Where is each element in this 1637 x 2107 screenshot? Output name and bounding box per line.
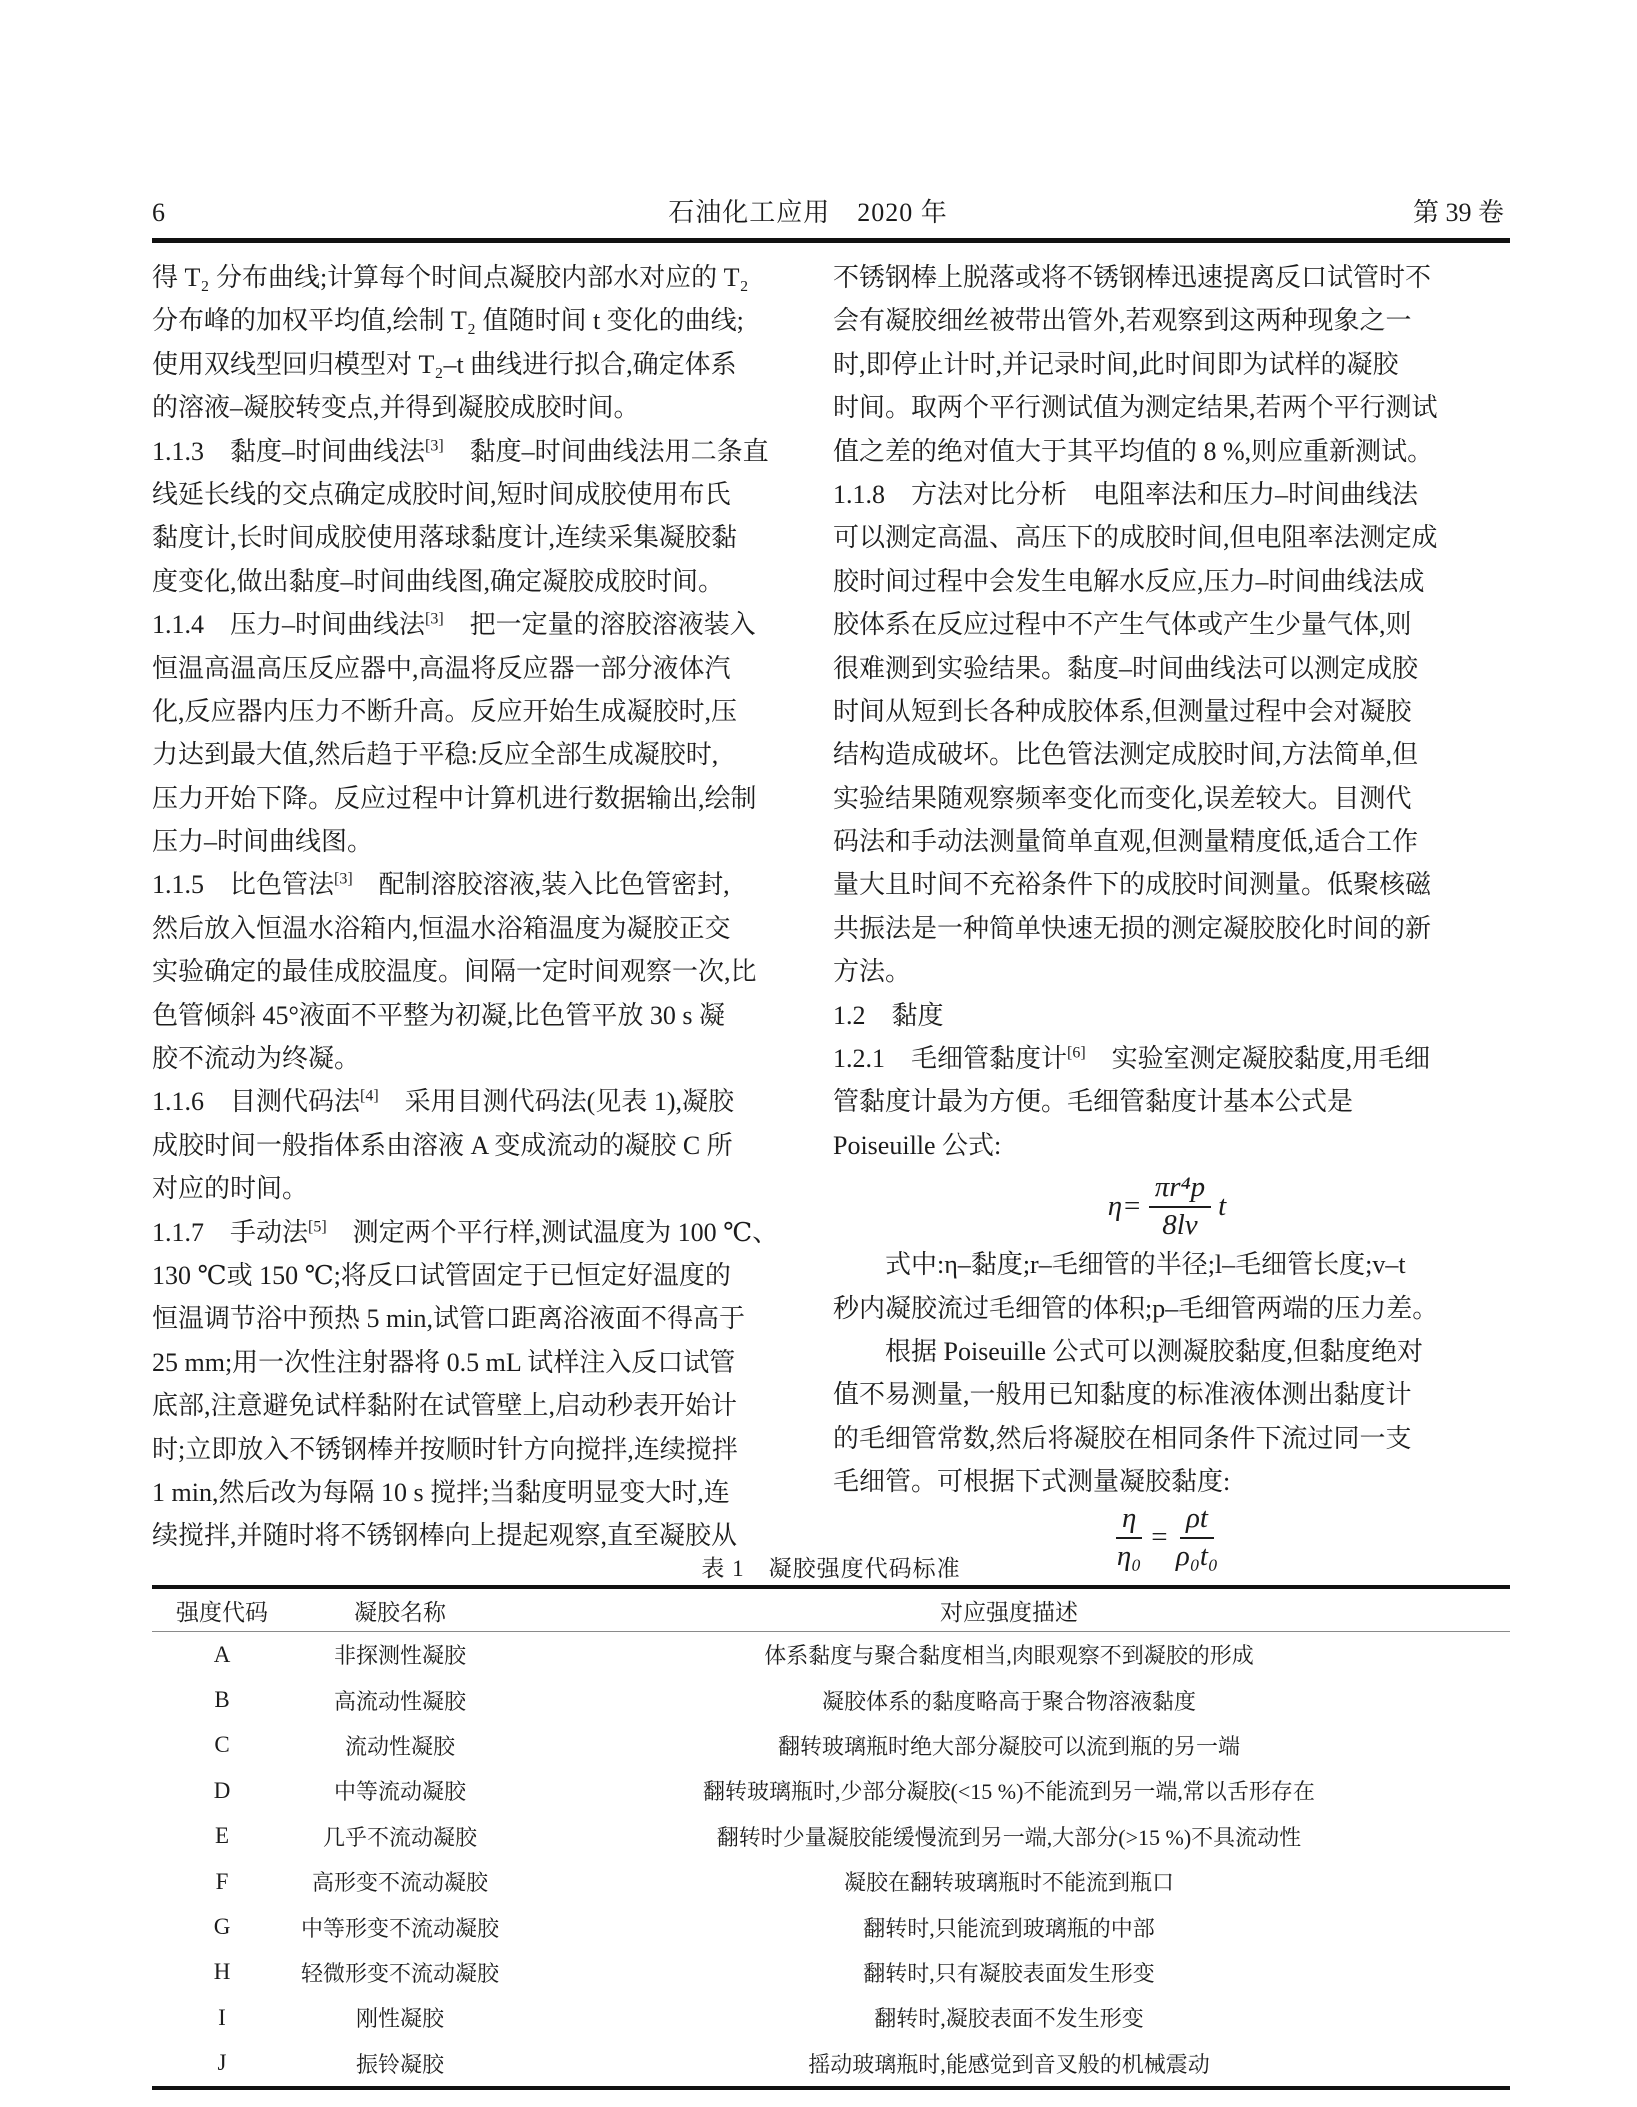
text-line: 胶体系在反应过程中不产生气体或产生少量气体,则 (833, 610, 1412, 640)
text-line: 力达到最大值,然后趋于平稳:反应全部生成凝胶时, (152, 740, 719, 770)
text-line: 1.1.5 比色管法[3] 配制溶胶溶液,装入比色管密封, (152, 870, 730, 900)
journal-title: 石油化工应用 2020 年 (668, 198, 948, 227)
text-line: 实验结果随观察频率变化而变化,误差较大。目测代 (833, 783, 1412, 813)
text-line: 1.1.4 压力–时间曲线法[3] 把一定量的溶胶溶液装入 (152, 610, 756, 640)
table-cell: I (218, 2004, 226, 2030)
table-cell: 翻转时,凝胶表面不发生形变 (874, 2006, 1144, 2032)
table-cell: J (217, 2050, 227, 2076)
formula1-trailing: t (1218, 1190, 1227, 1223)
text-line: 式中:η–黏度;r–毛细管的半径;l–毛细管长度;v–t (833, 1250, 1406, 1280)
text-line: Poiseuille 公式: (833, 1130, 1002, 1160)
text-line: 底部,注意避免试样黏附在试管壁上,启动秒表开始计 (152, 1391, 738, 1421)
table-row (152, 1814, 1510, 1859)
reference-superscript: [5] (308, 1217, 327, 1235)
text-line: 秒内凝胶流过毛细管的体积;p–毛细管两端的压力差。 (833, 1293, 1439, 1323)
table-row (152, 1677, 1510, 1722)
reference-superscript: [3] (334, 870, 353, 888)
gel-code-table (152, 1556, 1510, 2090)
text-line: 实验确定的最佳成胶温度。间隔一定时间观察一次,比 (152, 957, 757, 987)
text-line: 的溶液–凝胶转变点,并得到凝胶成胶时间。 (152, 393, 640, 423)
text-line: 值不易测量,一般用已知黏度的标准液体测出黏度计 (833, 1380, 1412, 1410)
formula2-left-numerator: η (1116, 1503, 1142, 1539)
formula2-left-denominator: η₀ (1116, 1539, 1142, 1572)
table-cell: 翻转玻璃瓶时绝大部分凝胶可以流到瓶的另一端 (777, 1733, 1240, 1759)
text-line: 130 ℃或 150 ℃;将反口试管固定于已恒定好温度的 (152, 1260, 731, 1290)
formula2-right-numerator: ρt (1180, 1503, 1214, 1539)
table-cell: 几乎不流动凝胶 (322, 1824, 477, 1850)
text-line: 的毛细管常数,然后将凝胶在相同条件下流过同一支 (833, 1423, 1412, 1453)
table-row (152, 1768, 1510, 1813)
text-line: 压力–时间曲线图。 (152, 827, 374, 857)
text-line: 压力开始下降。反应过程中计算机进行数据输出,绘制 (152, 783, 757, 813)
text-line: 毛细管。可根据下式测量凝胶黏度: (833, 1467, 1231, 1497)
reference-superscript: [3] (425, 610, 444, 628)
table-cell: D (213, 1777, 231, 1803)
text-line: 成胶时间一般指体系由溶液 A 变成流动的凝胶 C 所 (152, 1130, 733, 1160)
volume-label: 第 39 卷 (1412, 198, 1504, 227)
text-line: 不锈钢棒上脱落或将不锈钢棒迅速提离反口试管时不 (833, 263, 1432, 292)
table-column-header-code: 强度代码 (176, 1599, 268, 1625)
table-cell: 翻转时,只有凝胶表面发生形变 (863, 1960, 1155, 1986)
table-cell: 凝胶在翻转玻璃瓶时不能流到瓶口 (843, 1870, 1174, 1896)
reference-superscript: [6] (1067, 1044, 1086, 1062)
text-line: 色管倾斜 45°液面不平整为初凝,比色管平放 30 s 凝 (152, 1000, 726, 1030)
table-header-row (152, 1589, 1510, 1631)
table-cell: 高形变不流动凝胶 (311, 1870, 488, 1896)
text-line: 恒温调节浴中预热 5 min,试管口距离浴液面不得高于 (152, 1304, 745, 1334)
table-body (152, 1632, 1510, 2086)
text-line: 结构造成破坏。比色管法测定成胶时间,方法简单,但 (833, 740, 1419, 770)
table-cell: 中等形变不流动凝胶 (300, 1915, 499, 1941)
text-line: 恒温高温高压反应器中,高温将反应器一部分液体汽 (152, 653, 731, 683)
text-line: 时间从短到长各种成胶体系,但测量过程中会对凝胶 (833, 696, 1412, 726)
table-cell: 凝胶体系的黏度略高于聚合物溶液黏度 (821, 1688, 1196, 1714)
table-cell: B (214, 1687, 230, 1713)
text-line: 根据 Poiseuille 公式可以测凝胶黏度,但黏度绝对 (833, 1336, 1424, 1366)
table-caption: 表 1 凝胶强度代码标准 (701, 1556, 961, 1581)
right-column (833, 256, 1501, 1570)
table-row (152, 1859, 1510, 1904)
table-cell: 翻转玻璃瓶时,少部分凝胶(<15 %)不能流到另一端,常以舌形存在 (703, 1779, 1315, 1805)
table-cell: F (215, 1868, 229, 1894)
text-line: 化,反应器内压力不断升高。反应开始生成凝胶时,压 (152, 696, 738, 726)
text-line: 线延长线的交点确定成胶时间,短时间成胶使用布氏 (152, 479, 731, 509)
table-column-header-description: 对应强度描述 (940, 1599, 1078, 1625)
formula1-fraction (1149, 1172, 1211, 1242)
table-row (152, 1723, 1510, 1768)
table-cell: 摇动玻璃瓶时,能感觉到音叉般的机械震动 (808, 2051, 1210, 2077)
text-line: 度变化,做出黏度–时间曲线图,确定凝胶成胶时间。 (152, 566, 725, 596)
table-cell: A (213, 1641, 231, 1667)
table-row (152, 1995, 1510, 2040)
text-line: 分布峰的加权平均值,绘制 T₂ 值随时间 t 变化的曲线; (152, 306, 744, 336)
reference-superscript: [3] (425, 436, 444, 454)
text-line: 黏度计,长时间成胶使用落球黏度计,连续采集凝胶黏 (152, 523, 738, 553)
reference-superscript: [4] (360, 1087, 379, 1105)
table-cell: 刚性凝胶 (355, 2006, 444, 2032)
text-line: 码法和手动法测量简单直观,但测量精度低,适合工作 (833, 827, 1419, 857)
text-line: 值之差的绝对值大于其平均值的 8 %,则应重新测试。 (833, 436, 1434, 466)
table-cell: 振铃凝胶 (355, 2051, 444, 2077)
text-line: 1 min,然后改为每隔 10 s 搅拌;当黏度明显变大时,连 (152, 1477, 730, 1507)
table-row (152, 1950, 1510, 1995)
text-line: 对应的时间。 (152, 1174, 309, 1204)
table-cell: 翻转时少量凝胶能缓慢流到另一端,大部分(>15 %)不具流动性 (716, 1824, 1302, 1850)
text-line: 使用双线型回归模型对 T₂–t 曲线进行拟合,确定体系 (152, 349, 737, 379)
table-row (152, 2041, 1510, 2086)
text-line: 1.1.6 目测代码法[4] 采用目测代码法(见表 1),凝胶 (152, 1087, 734, 1117)
table-cell: G (213, 1914, 231, 1940)
text-line: 1.2.1 毛细管黏度计[6] 实验室测定凝胶黏度,用毛细 (833, 1044, 1431, 1074)
text-line: 1.1.3 黏度–时间曲线法[3] 黏度–时间曲线法用二条直 (152, 436, 769, 466)
table-cell: E (214, 1823, 230, 1849)
poiseuille-formula (833, 1171, 1501, 1243)
header-rule (152, 238, 1510, 243)
table-row (152, 1632, 1510, 1677)
text-line: 时,即停止计时,并记录时间,此时间即为试样的凝胶 (833, 349, 1399, 379)
table-cell: 流动性凝胶 (344, 1733, 455, 1759)
text-line: 共振法是一种简单快速无损的测定凝胶胶化时间的新 (833, 913, 1432, 943)
text-line: 时;立即放入不锈钢棒并按顺时针方向搅拌,连续搅拌 (152, 1434, 738, 1464)
formula2-right-denominator: ρ₀t₀ (1175, 1539, 1219, 1572)
formula2-equals: = (1149, 1520, 1169, 1553)
table-cell: 高流动性凝胶 (333, 1688, 466, 1714)
table-cell: 翻转时,只能流到玻璃瓶的中部 (863, 1915, 1155, 1941)
text-line: 很难测到实验结果。黏度–时间曲线法可以测定成胶 (833, 653, 1419, 683)
text-line: 1.2 黏度 (833, 1000, 944, 1030)
text-line: 时间。取两个平行测试值为测定结果,若两个平行测试 (833, 393, 1438, 423)
text-line: 续搅拌,并随时将不锈钢棒向上提起观察,直至凝胶从 (152, 1521, 738, 1551)
text-line: 1.1.7 手动法[5] 测定两个平行样,测试温度为 100 ℃、 (152, 1217, 779, 1247)
text-line: 然后放入恒温水浴箱内,恒温水浴箱温度为凝胶正交 (152, 913, 731, 943)
text-line: 胶时间过程中会发生电解水反应,压力–时间曲线法成 (833, 566, 1425, 596)
table-bottom-rule (152, 2086, 1510, 2090)
page-number: 6 (152, 198, 165, 227)
page-header (152, 192, 1504, 228)
text-line: 管黏度计最为方便。毛细管黏度计基本公式是 (833, 1087, 1354, 1117)
table-column-header-name: 凝胶名称 (354, 1599, 446, 1625)
formula1-numerator: πr⁴p (1149, 1172, 1211, 1208)
table-cell: 体系黏度与聚合黏度相当,肉眼观察不到凝胶的形成 (764, 1643, 1254, 1669)
table-row (152, 1904, 1510, 1949)
text-line: 可以测定高温、高压下的成胶时间,但电阻率法测定成 (833, 523, 1438, 553)
text-line: 25 mm;用一次性注射器将 0.5 mL 试样注入反口试管 (152, 1347, 736, 1377)
table-cell: 非探测性凝胶 (333, 1643, 466, 1669)
right-column-text-a (833, 256, 1501, 1167)
text-line: 量大且时间不充裕条件下的成胶时间测量。低聚核磁 (833, 870, 1432, 900)
right-column-text-b (833, 1243, 1501, 1503)
table-cell: 中等流动凝胶 (333, 1779, 466, 1805)
table-cell: 轻微形变不流动凝胶 (300, 1960, 499, 1986)
table-cell: C (214, 1732, 230, 1758)
formula1-lhs: η= (1107, 1190, 1142, 1223)
left-column (152, 256, 812, 1558)
table-cell: H (213, 1959, 231, 1985)
text-line: 胶不流动为终凝。 (152, 1044, 361, 1074)
formula1-denominator: 8lv (1162, 1209, 1198, 1242)
text-line: 会有凝胶细丝被带出管外,若观察到这两种现象之一 (833, 306, 1412, 336)
text-line: 得 T₂ 分布曲线;计算每个时间点凝胶内部水对应的 T₂ (152, 263, 749, 292)
text-line: 1.1.8 方法对比分析 电阻率法和压力–时间曲线法 (833, 479, 1419, 509)
text-line: 方法。 (833, 957, 912, 987)
